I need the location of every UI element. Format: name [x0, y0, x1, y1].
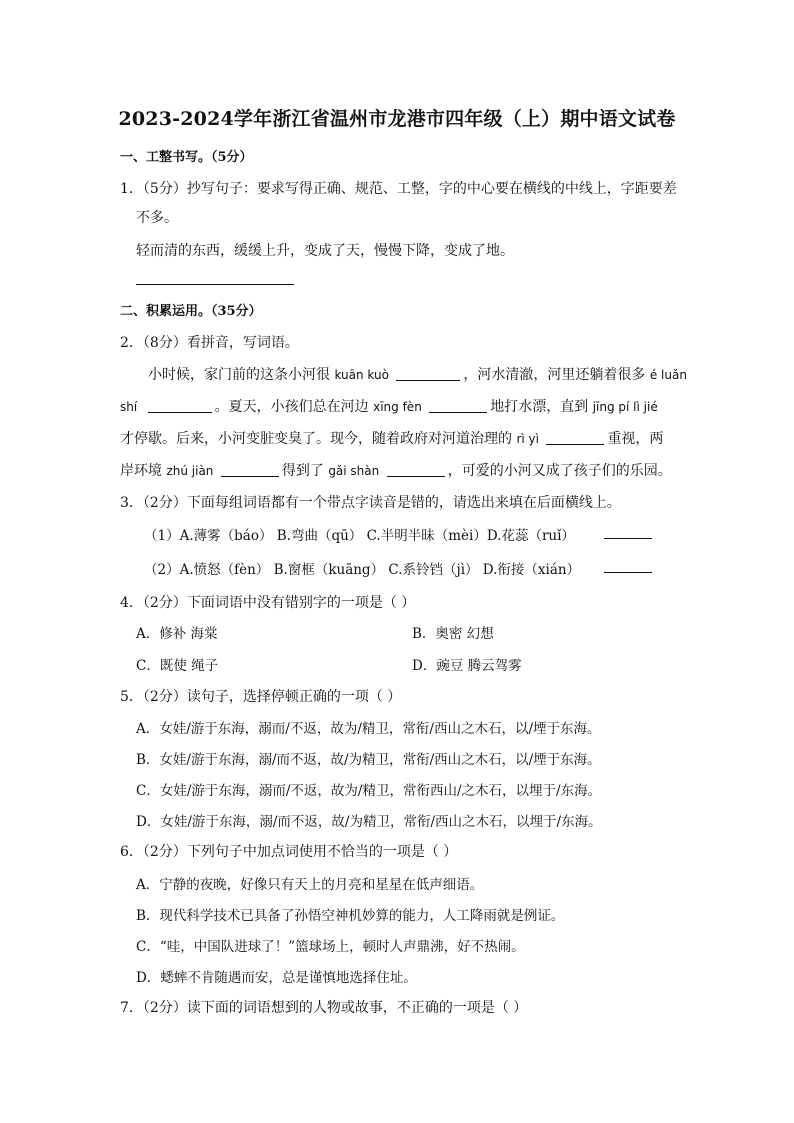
q3-stem: 3．（2分）下面每组词语都有一个带点字读音是错的，请选出来填在后面横线上。 [120, 495, 621, 511]
q4-option-b[interactable]: B．奥密 幻想 [412, 626, 494, 642]
q2-para-line4: 岸环境 zhú jiàn 得到了 gǎi shàn ，可爱的小河又成了孩子们的乐园。 [120, 463, 672, 479]
q2-stem: 2．（8分）看拼音，写词语。 [120, 335, 299, 351]
fill-blank[interactable] [546, 430, 604, 445]
fill-blank[interactable] [221, 462, 279, 477]
pinyin: rì yì [516, 432, 539, 446]
fill-blank[interactable] [396, 366, 460, 381]
q4-option-a[interactable]: A．修补 海棠 [136, 626, 218, 642]
pinyin: jīng pí lì jié [592, 400, 658, 414]
q6-option-c[interactable]: C．“哇，中国队进球了！”篮球场上，顿时人声鼎沸，好不热闹。 [136, 939, 525, 955]
q2-para-line1: 小时候，家门前的这条小河很 kuān kuò ，河水清澈，河里还躺着很多 é luǎn [148, 367, 687, 383]
section-heading-2: 二、积累运用。（35分） [120, 304, 262, 319]
q6-option-a[interactable]: A．宁静的夜晚，好像只有天上的月亮和星星在低声细语。 [136, 877, 484, 893]
pinyin: gǎi shàn [328, 464, 380, 478]
q1-stem-cont: 不多。 [136, 210, 178, 226]
fill-blank[interactable] [387, 462, 445, 477]
q5-option-d[interactable]: D．女娃/游于东海，溺/而不返，故/为精卫，常衔/西山之木石，以埋于/东海。 [136, 814, 602, 830]
q2-para-line2: shí 。夏天，小孩们总在河边 xīng fèn 地打水漂，直到 jīng pí lì jié [120, 399, 658, 415]
pinyin: zhú jiàn [166, 464, 214, 478]
q3-answer-line-2[interactable] [604, 572, 652, 573]
q1-sentence: 轻而清的东西，缓缓上升，变成了天，慢慢下降，变成了地。 [136, 243, 514, 259]
q1-answer-line[interactable] [136, 284, 294, 285]
pinyin: kuān kuò [334, 368, 389, 382]
q5-option-c[interactable]: C．女娃/游于东海，溺而/不返，故为/精卫，常衔西山/之木石，以埋于/东海。 [136, 783, 602, 799]
q7-stem: 7．（2分）读下面的词语想到的人物或故事，不正确的一项是（ ） [120, 1000, 528, 1016]
fill-blank[interactable] [429, 398, 487, 413]
section-heading-1: 一、工整书写。（5分） [120, 150, 253, 165]
pinyin: xīng fèn [373, 400, 422, 414]
pinyin: shí [120, 400, 138, 414]
pinyin: é luǎn [649, 368, 687, 382]
q6-option-d[interactable]: D．蟋蟀不肯随遇而安，总是谨慎地选择住址。 [136, 970, 417, 986]
q5-option-a[interactable]: A．女娃/游于东海，溺而/不返，故为/精卫，常衔/西山之木石，以/堙于东海。 [136, 721, 601, 737]
page-title: 2023-2024学年浙江省温州市龙港市四年级（上）期中语文试卷 [118, 108, 676, 130]
q3-row-1: （1）A.薄雾（báo） B.弯曲（qū） C.半明半昧（mèi）D.花蕊（ruǐ） [144, 528, 575, 544]
q3-row-2: （2）A.愤怒（fèn） B.窗框（kuāng） C.系铃铛（jì） D.衔接（xián） [144, 562, 581, 578]
q6-option-b[interactable]: B．现代科学技术已具备了孙悟空神机妙算的能力，人工降雨就是例证。 [136, 908, 565, 924]
q4-stem: 4．（2分）下面词语中没有错别字的一项是（ ） [120, 595, 416, 611]
q5-stem: 5．（2分）读句子，选择停顿正确的一项（ ） [120, 689, 402, 705]
q1-stem: 1．（5分）抄写句子：要求写得正确、规范、工整，字的中心要在横线的中线上，字距要差 [120, 181, 677, 197]
q4-option-d[interactable]: D．豌豆 腾云驾雾 [412, 658, 522, 674]
q6-stem: 6．（2分）下列句子中加点词使用不恰当的一项是（ ） [120, 844, 458, 860]
q2-para-line3: 才停歇。后来，小河变脏变臭了。现今，随着政府对河道治理的 rì yì 重视，两 [120, 431, 664, 447]
q3-answer-line-1[interactable] [604, 538, 652, 539]
q5-option-b[interactable]: B．女娃/游于东海，溺/而不返，故/为精卫，常衔/西山之木石，以/堙于东海。 [136, 752, 601, 768]
q4-option-c[interactable]: C．既使 绳子 [136, 658, 219, 674]
fill-blank[interactable] [148, 398, 212, 413]
